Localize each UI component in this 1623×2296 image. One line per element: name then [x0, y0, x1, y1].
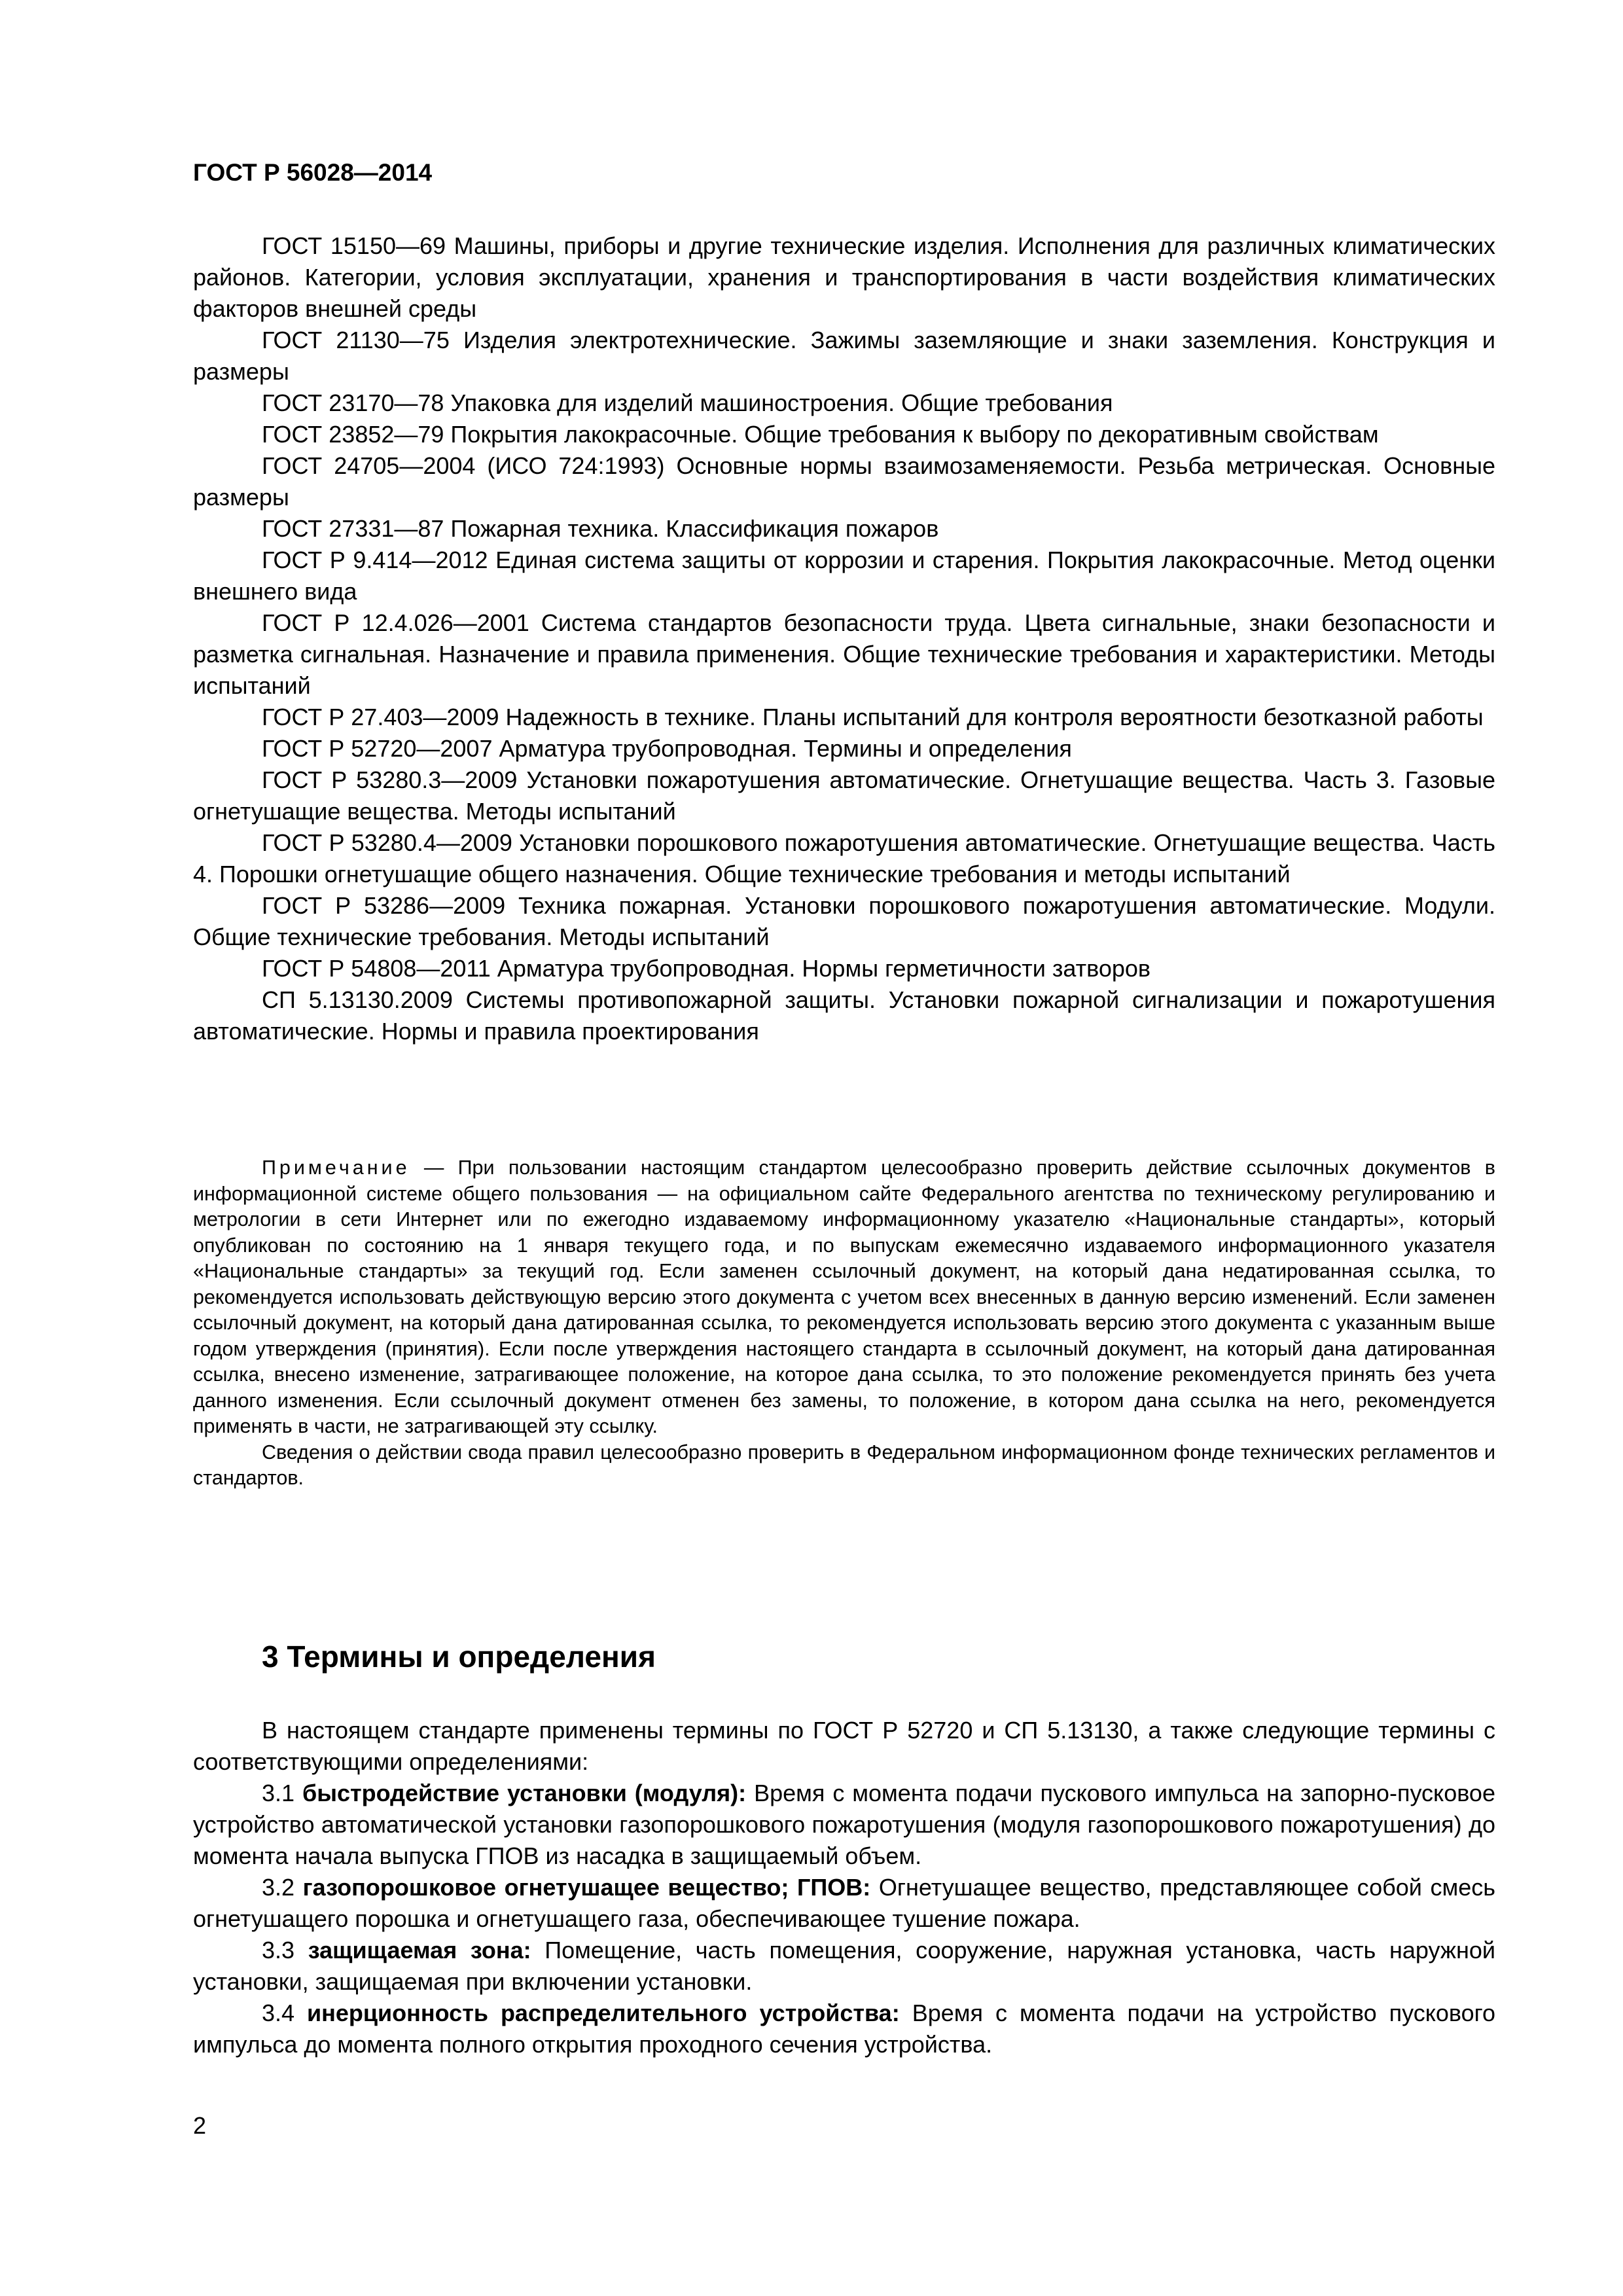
- reference-item: ГОСТ Р 54808—2011 Арматура трубопроводная. Нормы герметичности затворов: [262, 955, 1151, 982]
- reference-item: ГОСТ 23170—78 Упаковка для изделий машиностроения. Общие требования: [262, 389, 1113, 416]
- reference-item: ГОСТ Р 12.4.026—2001 Система стандартов безопасности труда. Цвета сигнальные, знаки безопасности и разметка сигнальная. Назначение и правила применения. Общие технические требования и характеристики. Методы испытаний: [193, 609, 1495, 699]
- definition-term: защищаемая зона:: [308, 1937, 531, 1964]
- note-paragraph: [193, 1155, 1495, 1440]
- definitions-list: [193, 1715, 1495, 2060]
- definition-term: быстродействие установки (модуля):: [302, 1780, 747, 1806]
- definition-item: [193, 1935, 1495, 1998]
- definition-number: 3.3: [262, 1937, 295, 1964]
- reference-item: ГОСТ Р 27.403—2009 Надежность в технике. Планы испытаний для контроля вероятности безотказной работы: [262, 704, 1484, 730]
- reference-item: ГОСТ Р 52720—2007 Арматура трубопроводная. Термины и определения: [262, 735, 1072, 762]
- definition-number: 3.1: [262, 1780, 295, 1806]
- page-number: 2: [193, 2112, 207, 2139]
- reference-item: СП 5.13130.2009 Системы противопожарной защиты. Установки пожарной сигнализации и пожаротушения автоматические. Нормы и правила проектирования: [193, 986, 1495, 1045]
- reference-item: ГОСТ 27331—87 Пожарная техника. Классификация пожаров: [262, 515, 939, 542]
- definition-item: [193, 1778, 1495, 1872]
- definition-term: инерционность распределительного устройства:: [307, 2000, 900, 2026]
- reference-item: ГОСТ Р 53286—2009 Техника пожарная. Установки порошкового пожаротушения автоматические. Модули. Общие технические требования. Методы испытаний: [193, 892, 1495, 950]
- definition-text: Огнетушащее вещество, представляющее собой смесь огнетушащего порошка и огнетушащего газа, обеспечивающее тушение пожара.: [193, 1874, 1495, 1932]
- reference-item: ГОСТ 21130—75 Изделия электротехнические. Зажимы заземляющие и знаки заземления. Конструкция и размеры: [193, 327, 1495, 385]
- definition-item: [193, 1872, 1495, 1935]
- definition-text: Время с момента подачи пускового импульса на запорно-пусковое устройство автоматической установки газопорошкового пожаротушения (модуля газопорошкового пожаротушения) до момента начала выпуска ГПОВ из насадка в защищаемый объем.: [193, 1780, 1495, 1869]
- definition-number: 3.2: [262, 1874, 295, 1901]
- document-header: ГОСТ Р 56028—2014: [193, 159, 433, 186]
- reference-item: ГОСТ 24705—2004 (ИСО 724:1993) Основные нормы взаимозаменяемости. Резьба метрическая. Основные размеры: [193, 452, 1495, 511]
- reference-item: ГОСТ Р 53280.3—2009 Установки пожаротушения автоматические. Огнетушащие вещества. Часть 3. Газовые огнетушащие вещества. Методы испытаний: [193, 766, 1495, 825]
- section-title: 3 Термины и определения: [262, 1640, 656, 1674]
- note-text: — При пользовании настоящим стандартом целесообразно проверить действие ссылочных документов в информационной системе общего пользования — на официальном сайте Федерального агентства по техническому регулированию и метрологии в сети Интернет или по ежегодно издаваемому информационному указателю «Национальные стандарты», который опубликован по состоянию на 1 января текущего года, и по выпускам ежемесячно издаваемого информационного указателя «Национальные стандарты» за текущий год. Если заменен ссылочный документ, на который дана недатированная ссылка, то рекомендуется использовать действующую версию этого документа с учетом всех внесенных в данную версию изменений. Если заменен ссылочный документ, на который дана датированная ссылка, то рекомендуется использовать версию этого документа с указанным выше годом утверждения (принятия). Если после утверждения настоящего стандарта в ссылочный документ, на который дана датированная ссылка, внесено изменение, затрагивающее положение, на которое дана ссылка, то это положение рекомендуется принять без учета данного изменения. Если ссылочный документ отменен без замены, то положение, в котором дана ссылка на него, рекомендуется применять в части, не затрагивающей эту ссылку.: [193, 1157, 1495, 1437]
- definition-term: газопорошковое огнетушащее вещество; ГПОВ:: [302, 1874, 871, 1901]
- reference-item: ГОСТ 23852—79 Покрытия лакокрасочные. Общие требования к выбору по декоративным свойствам: [262, 421, 1379, 448]
- section-intro: В настоящем стандарте применены термины по ГОСТ Р 52720 и СП 5.13130, а также следующие термины с соответствующими определениями:: [193, 1717, 1495, 1775]
- reference-item: ГОСТ 15150—69 Машины, приборы и другие технические изделия. Исполнения для различных климатических районов. Категории, условия эксплуатации, хранения и транспортирования в части воздействия климатических факторов внешней среды: [193, 232, 1495, 322]
- normative-references-list: [193, 230, 1495, 1047]
- note-extra: Сведения о действии свода правил целесообразно проверить в Федеральном информационном фонде технических регламентов и стандартов.: [193, 1441, 1495, 1489]
- definition-item: [193, 1998, 1495, 2060]
- note-label: Примечание: [262, 1157, 410, 1179]
- reference-item: ГОСТ Р 53280.4—2009 Установки порошкового пожаротушения автоматические. Огнетушащие вещества. Часть 4. Порошки огнетушащие общего назначения. Общие технические требования и методы испытаний: [193, 829, 1495, 888]
- definition-number: 3.4: [262, 2000, 295, 2026]
- definition-text: Время с момента подачи на устройство пускового импульса до момента полного открытия проходного сечения устройства.: [193, 2000, 1495, 2058]
- note-block: [193, 1155, 1495, 1492]
- definition-text: Помещение, часть помещения, сооружение, наружная установка, часть наружной установки, защищаемая при включении установки.: [193, 1937, 1495, 1995]
- reference-item: ГОСТ Р 9.414—2012 Единая система защиты от коррозии и старения. Покрытия лакокрасочные. Метод оценки внешнего вида: [193, 547, 1495, 605]
